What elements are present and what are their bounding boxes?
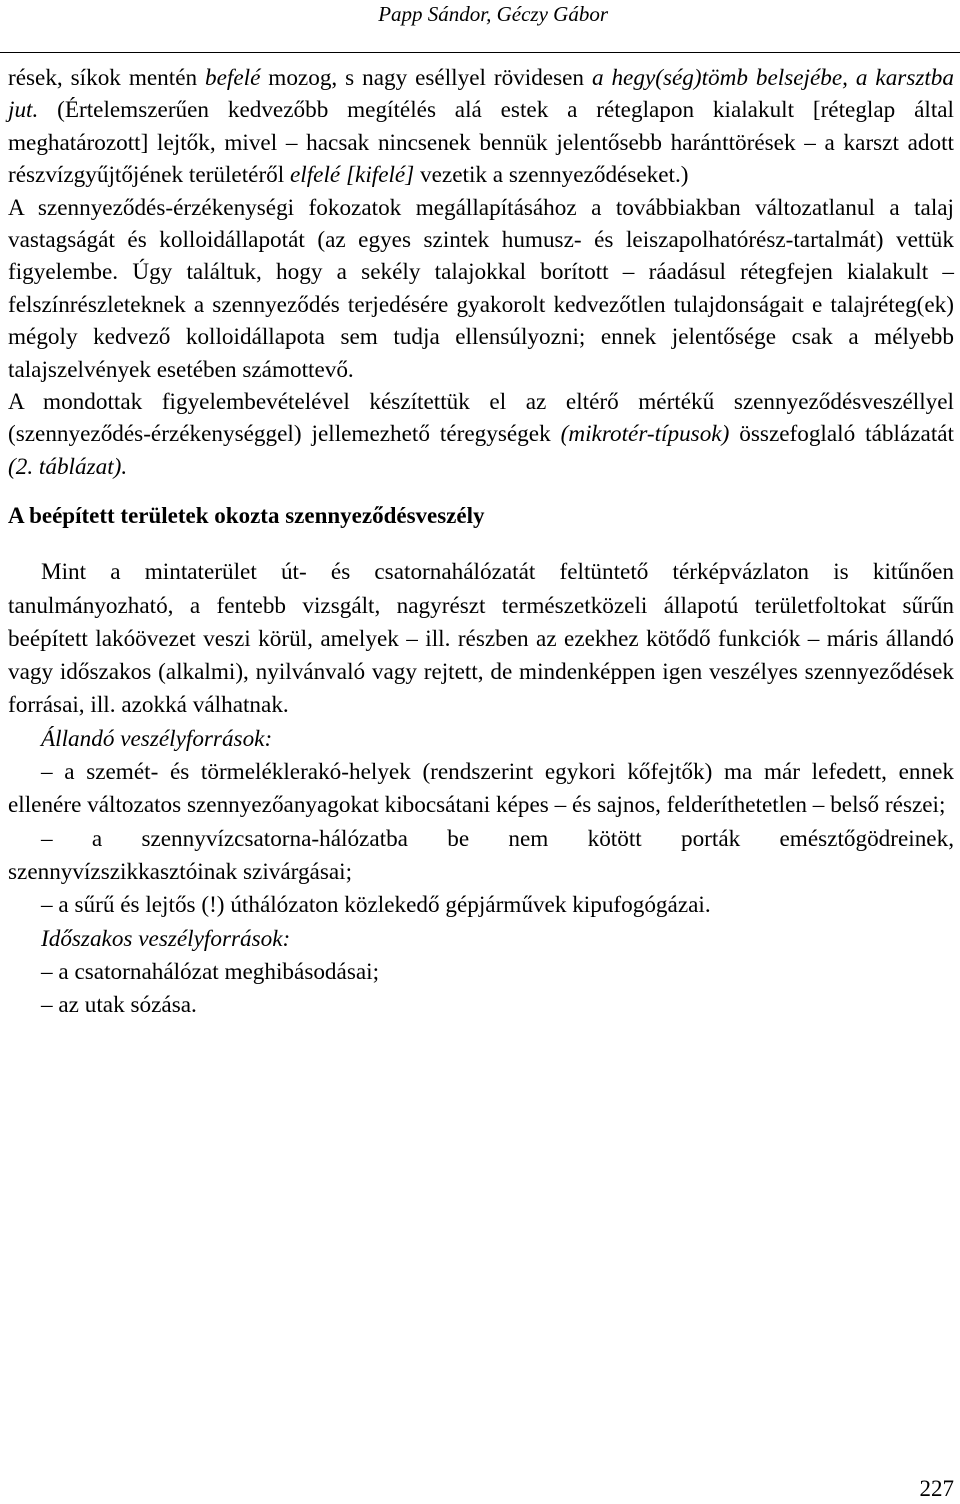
paragraph-karst-continuation: rések, síkok mentén befelé mozog, s nagy eséllyel rövidesen a hegy(ség)tömb belsejébe, a karsztba jut. (Értelemszerűen kedvezőbb megítélés alá estek a réteglapon kialakult [réteglap által meghatározott] lejtők, mivel – hacsak nincsenek bennük jelentősebb haránttörések – a karszt adott részvízgyűjtőjének területéről elfelé [kifelé] vezetik a szennyeződéseket.) [8, 65, 954, 189]
section-heading: A beépített területek okozta szennyeződésveszély [8, 503, 485, 529]
running-title: Papp Sándor, Géczy Gábor [378, 2, 608, 26]
built-up-section [8, 556, 954, 1022]
temporary-sources-heading: Időszakos veszélyforrások: [41, 925, 291, 952]
paragraph-built-up-areas: Mint a mintaterület út- és csatornahálózatát feltüntető térképvázlaton is kitűnően tanulmányozható, a fentebb vizsgált, nagyrészt természetközeli állapotú területfoltokat sűrűn beépített lakóövezet veszi körül, amelyek – ill. részben az ezekhez kötődő funkciók – máris állandó vagy időszakos (alkalmi), nyilvánvaló vagy rejtett, de mindenképpen igen veszélyes szennyeződések forrásai, ill. azokká válhatnak. [8, 559, 954, 719]
paragraph-summary-table: A mondottak figyelembevételével készítettük el az eltérő mértékű szennyeződésveszéllyel (szennyeződés-érzékenységgel) jellemezhető téregységek (mikrotér-típusok) összefoglaló táblázatát (2. táblázat). [8, 389, 954, 480]
page-number: 227 [919, 1476, 954, 1501]
permanent-sources-heading: Állandó veszélyforrások: [41, 725, 273, 752]
list-item: – a csatornahálózat meghibásodásai; [41, 958, 380, 985]
paragraph-sensitivity-grades: A szennyeződés-érzékenységi fokozatok megállapításához a továbbiakban változatlanul a talaj vastagságát és kolloidállapotát (az egyes szintek humusz- és leiszapolhatórész-tartalmát) vettük figyelembe. Úgy találtuk, hogy a sekély talajokkal borított – ráadásul rétegfejen kialakult – felszínrészleteknek a szennyeződés terjedésére gyakorolt kedvezőtlen tulajdonságait e talajréteg(ek) mégoly kedvező kolloidállapota sem tudja ellensúlyozni; ennek jelentősége csak a mélyebb talajszelvények esetében számottevő. [8, 194, 954, 383]
page-body [8, 62, 954, 1022]
list-item: – a szennyvízcsatorna-hálózatba be nem kötött porták emésztőgödreinek, szennyvízszikkasztóinak szivárgásai; [8, 825, 954, 885]
list-item: – az utak sózása. [41, 992, 197, 1019]
list-item: – a szemét- és törmeléklerakó-helyek (rendszerint egykori kőfejtők) ma már lefedett, ennek ellenére változatos szennyezőanyagokat kibocsátani képes – és sajnos, felderíthetetlen – belső részei; [8, 759, 954, 819]
list-item: – a sűrű és lejtős (!) úthálózaton közlekedő gépjárművek kipufogógázai. [41, 892, 711, 919]
page-header [0, 0, 960, 53]
